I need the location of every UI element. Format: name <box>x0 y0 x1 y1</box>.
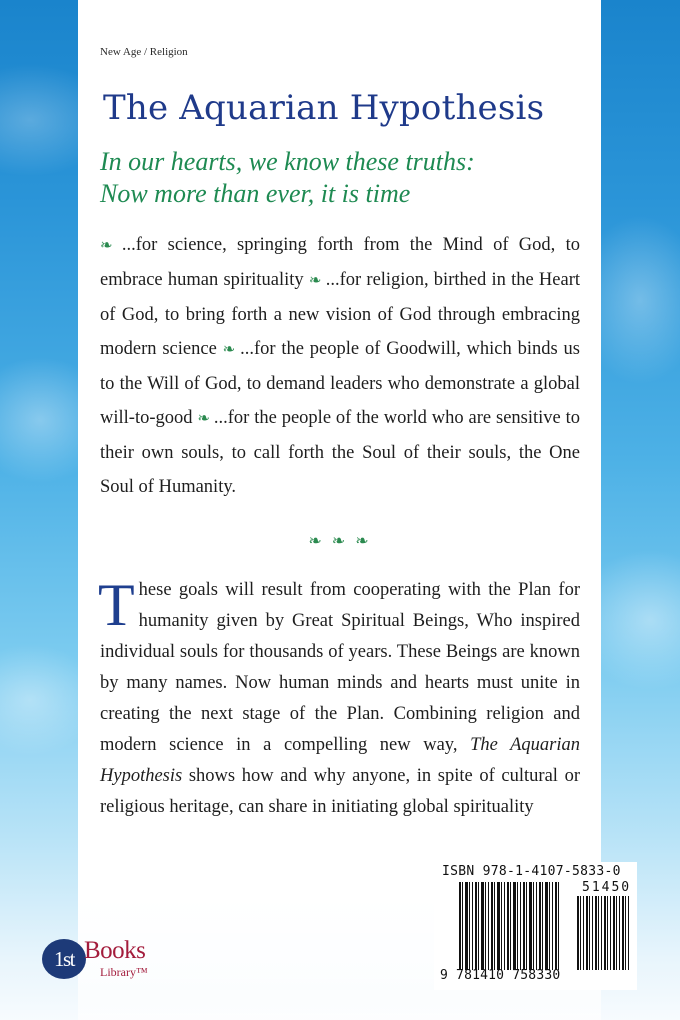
vine-ornament-icon: ❧ <box>197 411 209 427</box>
supplement-barcode-bars-icon <box>577 896 629 970</box>
description-text-1: hese goals will result from cooperating with the Plan for humanity given by Great Spiritual Beings, Who inspired individual souls for thousands of years. These Beings are known by many names. Now human minds and hearts must unite in creating the next stage of the Plan. Combining religion and modern science in a compelling new way, <box>100 580 580 755</box>
publisher-logo-books: Books <box>84 937 146 964</box>
subtitle <box>100 146 600 210</box>
description-paragraph <box>98 572 580 823</box>
book-title: The Aquarian Hypothesis <box>103 88 545 128</box>
publisher-logo-library: Library™ <box>100 965 148 979</box>
publisher-logo-circle: 1st <box>42 939 86 979</box>
ean-digits: 9 781410 758330 <box>440 968 561 983</box>
truth-world: ...for the people of the world who are sensitive to their own souls, to call forth the Soul of their souls, the One Soul of Humanity. <box>100 408 581 497</box>
drop-cap: T <box>98 572 135 638</box>
intro-paragraph <box>100 228 580 504</box>
isbn-number: ISBN 978-1-4107-5833-0 <box>442 864 621 879</box>
isbn-barcode <box>434 862 637 990</box>
section-divider-ornament-icon: ❧ ❧ ❧ <box>308 533 372 550</box>
publisher-logo <box>42 935 152 985</box>
subtitle-line-1: In our hearts, we know these truths: <box>100 147 475 176</box>
category-label: New Age / Religion <box>100 46 188 58</box>
description-text-2: shows how and why anyone, in spite of cultural or religious heritage, can share in initiating global spirituality <box>100 766 580 817</box>
truth-science: ...for science, springing forth from the Mind of God, to embrace human spirituality <box>100 235 580 290</box>
vine-ornament-icon: ❧ <box>100 238 112 254</box>
subtitle-line-2: Now more than ever, it is time <box>100 179 411 208</box>
description-book-title: The Aquarian Hypothesis <box>100 735 580 786</box>
price-supplement-digits: 51450 <box>582 880 632 895</box>
truth-religion: ...for religion, birthed in the Heart of God, to bring forth a new vision of God through embracing modern science <box>100 270 581 359</box>
vine-ornament-icon: ❧ <box>308 273 321 289</box>
vine-ornament-icon: ❧ <box>222 342 235 358</box>
truth-goodwill: ...for the people of Goodwill, which binds us to the Will of God, to demand leaders who demonstrate a global will-to-good <box>100 339 580 428</box>
ean-barcode-bars-icon <box>459 882 559 970</box>
